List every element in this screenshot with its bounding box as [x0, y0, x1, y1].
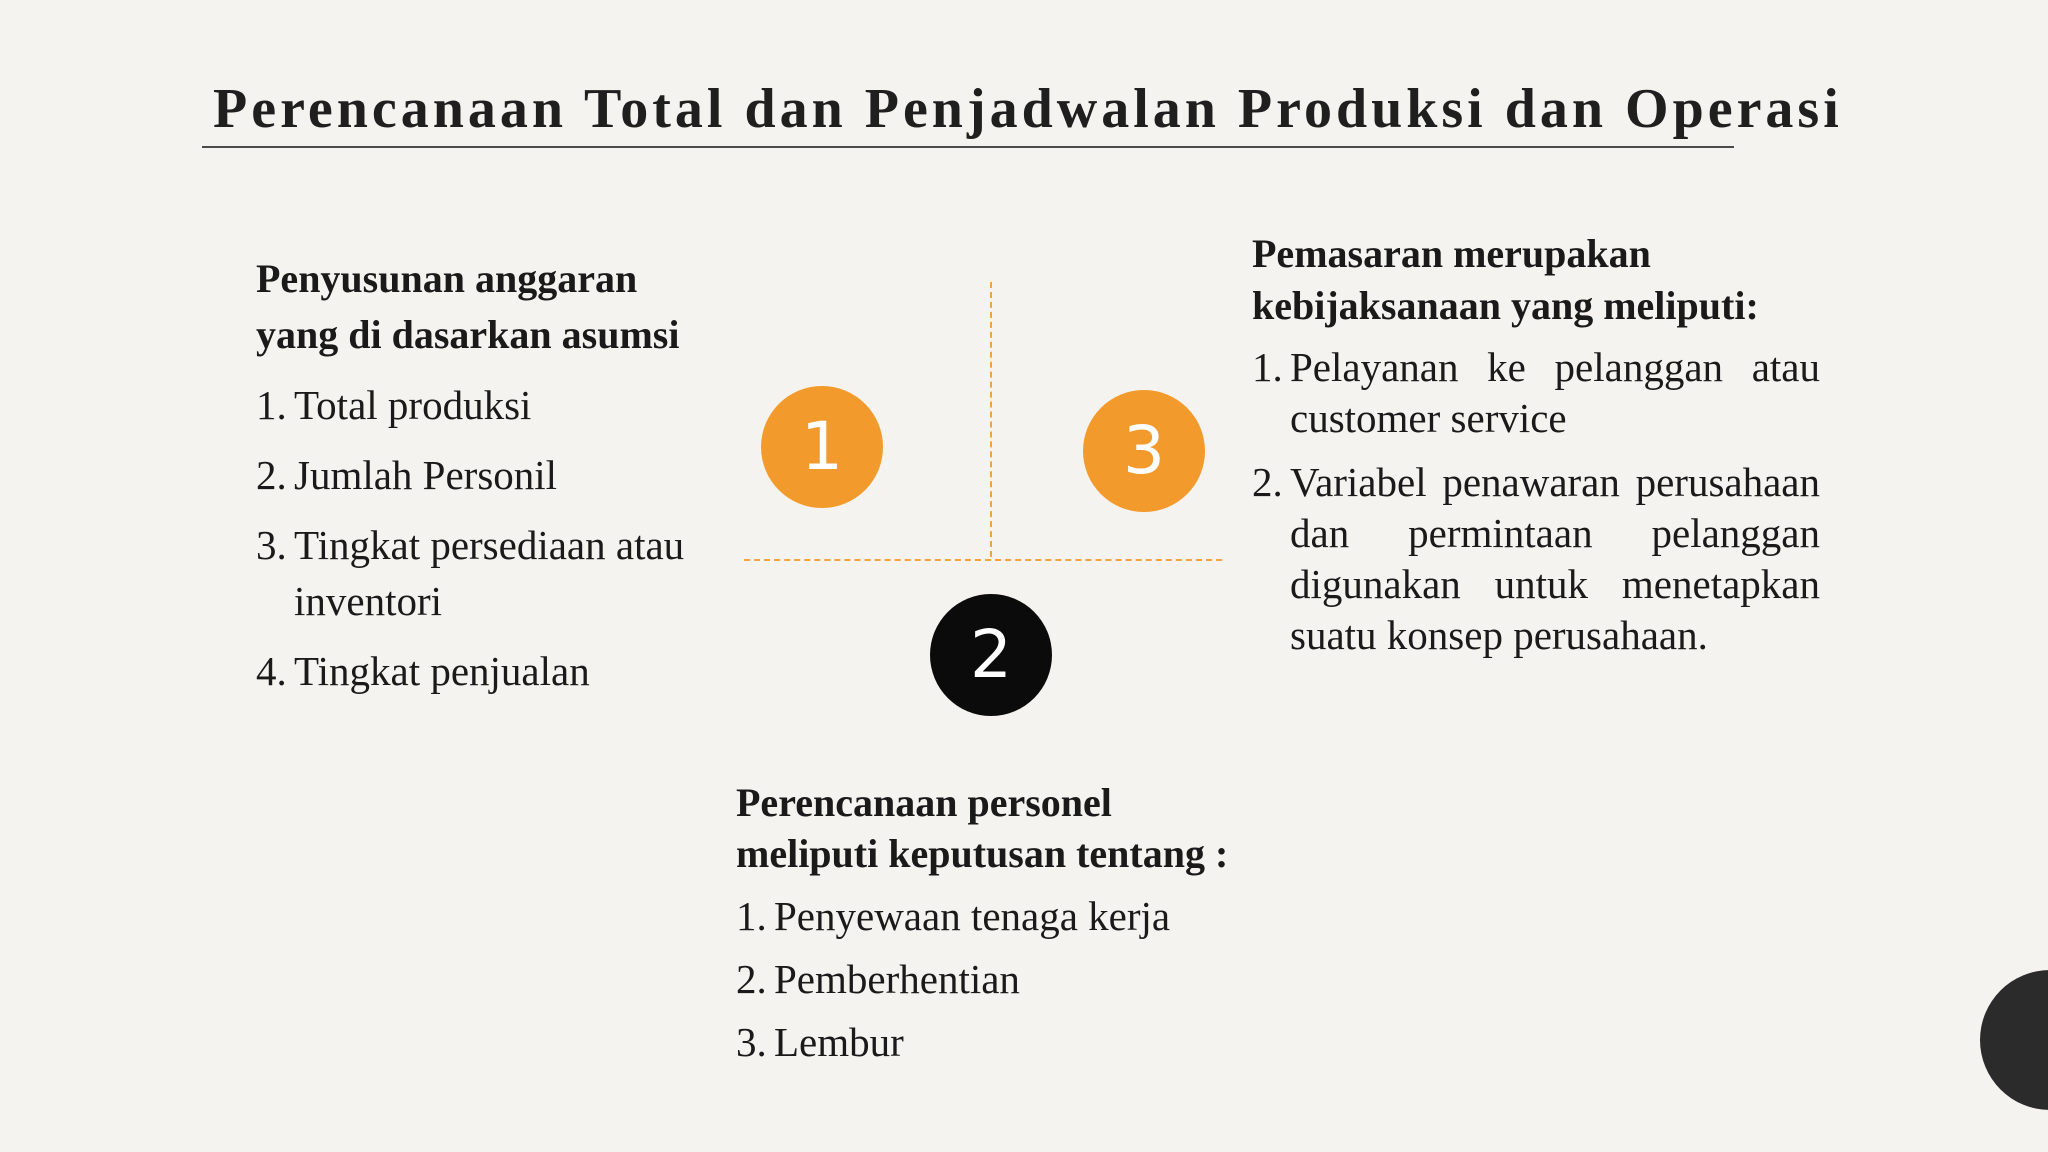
item-text: Lembur	[774, 1019, 904, 1065]
slide-title: Perencanaan Total dan Penjadwalan Produksi dan Operasi	[213, 78, 1843, 140]
list-item	[256, 517, 726, 629]
item-text: Pelayanan ke pelanggan atau customer service	[1290, 344, 1820, 441]
list-item	[256, 447, 726, 503]
badge-two	[930, 594, 1052, 716]
list-item	[736, 954, 1296, 1005]
badge-three	[1083, 390, 1205, 512]
item-text: Total produksi	[294, 382, 532, 428]
heading-line: Penyusunan anggaran	[256, 256, 638, 301]
list-item	[256, 377, 726, 433]
item-number: 1.	[736, 893, 767, 939]
heading-line: kebijaksanaan yang meliputi:	[1252, 283, 1759, 328]
item-number: 1.	[1252, 344, 1283, 390]
budget-assumptions-block	[256, 251, 726, 699]
item-number: 2.	[736, 956, 767, 1002]
budget-assumptions-list	[256, 377, 726, 699]
badge-number: 2	[970, 616, 1012, 693]
item-number: 4.	[256, 648, 287, 694]
marketing-policy-block	[1252, 228, 1820, 674]
vertical-dashed-divider	[990, 282, 992, 557]
marketing-policy-heading	[1252, 228, 1820, 332]
personnel-planning-block	[736, 777, 1296, 1068]
list-item	[736, 1017, 1296, 1068]
item-text: Penyewaan tenaga kerja	[774, 893, 1171, 939]
personnel-planning-list	[736, 891, 1296, 1068]
item-text: Jumlah Personil	[294, 452, 558, 498]
list-item	[736, 891, 1296, 942]
item-text: Variabel penawaran perusahaan dan permintaan pelanggan digunakan untuk menetapkan suatu konsep perusahaan.	[1290, 459, 1820, 658]
personnel-planning-heading	[736, 777, 1296, 879]
badge-number: 3	[1123, 412, 1165, 489]
item-number: 2.	[1252, 459, 1283, 505]
item-number: 3.	[256, 522, 287, 568]
heading-line: yang di dasarkan asumsi	[256, 312, 680, 357]
heading-line: Pemasaran merupakan	[1252, 231, 1651, 276]
heading-line: Perencanaan personel	[736, 780, 1112, 825]
list-item	[256, 643, 726, 699]
badge-number: 1	[801, 408, 843, 485]
list-item	[1252, 342, 1820, 444]
badge-one	[761, 386, 883, 508]
list-item	[1252, 457, 1820, 661]
item-number: 2.	[256, 452, 287, 498]
item-text: Tingkat persediaan atau inventori	[294, 522, 685, 624]
decorative-corner-circle	[1980, 970, 2048, 1110]
marketing-policy-list	[1252, 342, 1820, 661]
budget-assumptions-heading	[256, 251, 726, 363]
title-underline	[202, 146, 1734, 148]
item-text: Tingkat penjualan	[294, 648, 590, 694]
item-number: 3.	[736, 1019, 767, 1065]
heading-line: meliputi keputusan tentang :	[736, 831, 1229, 876]
item-number: 1.	[256, 382, 287, 428]
horizontal-dashed-divider	[744, 559, 1222, 561]
item-text: Pemberhentian	[774, 956, 1020, 1002]
